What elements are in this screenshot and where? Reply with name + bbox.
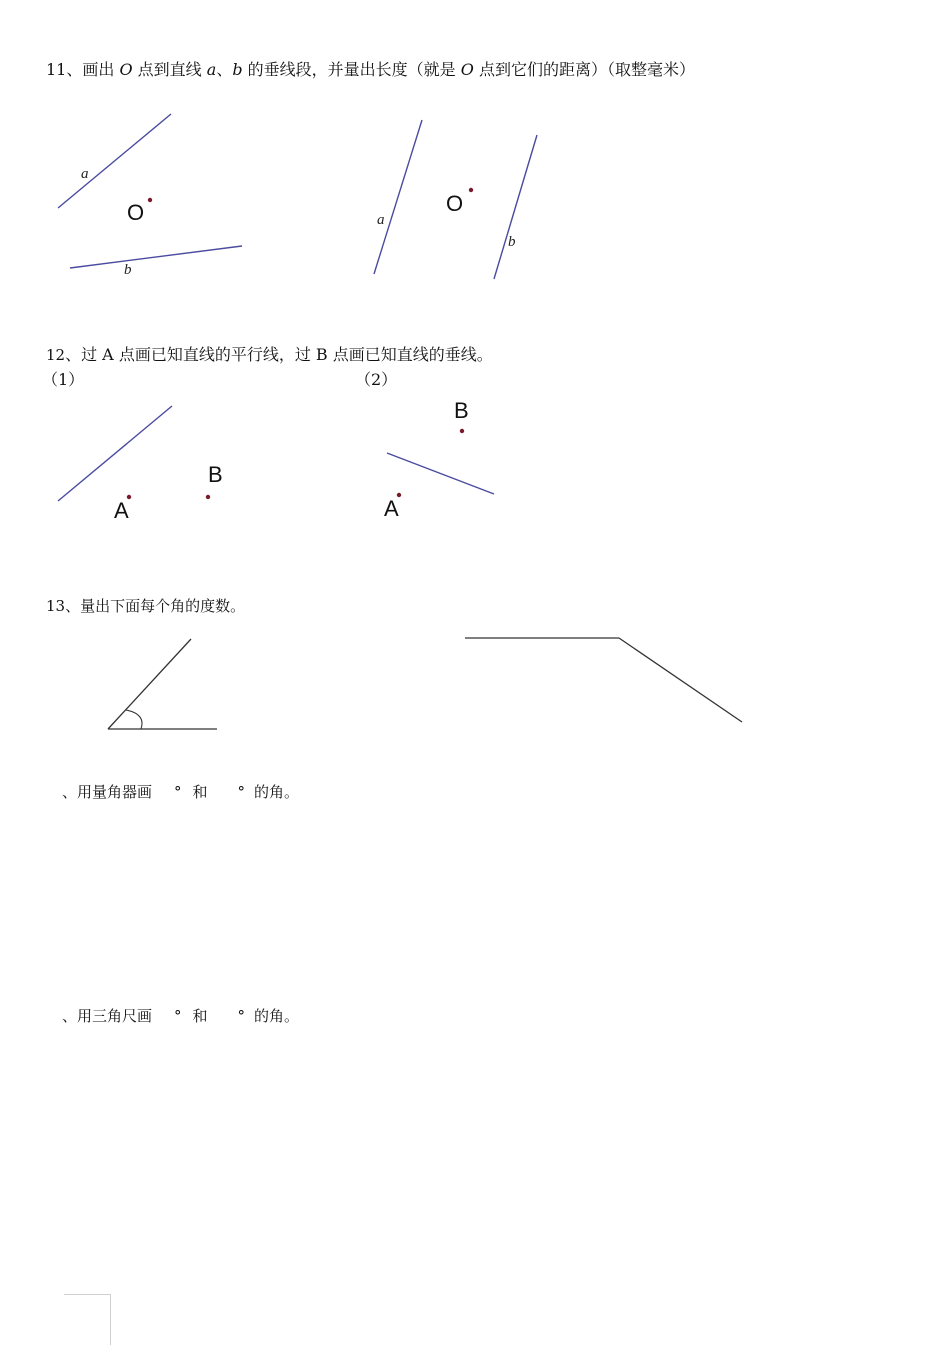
question-14-text: 、用量角器画 ° 和 ° 的角。	[62, 783, 300, 801]
q13-angle-2	[465, 638, 742, 722]
angle-side	[108, 639, 191, 729]
point-b	[206, 495, 210, 499]
point-o-label: O	[446, 191, 464, 216]
angle-arc	[126, 710, 142, 729]
question-12-text: 12、过 A 点画已知直线的平行线，过 B 点画已知直线的垂线。	[46, 345, 493, 364]
question-13-text: 13、量出下面每个角的度数。	[46, 597, 246, 615]
q12-figure-2	[384, 398, 494, 521]
question-15-text: 、用三角尺画 ° 和 ° 的角。	[62, 1007, 300, 1025]
point-o	[469, 188, 473, 192]
q11-figure-right	[374, 120, 537, 279]
point-a-label: A	[384, 496, 399, 521]
point-o-label: O	[127, 200, 145, 225]
question-number: 13	[46, 597, 66, 615]
question-12-part-1-label: （1）	[42, 370, 85, 389]
q13-angle-1	[108, 639, 217, 729]
question-11-text: 11、画出 O 点到直线 a、b 的垂线段，并量出长度（就是 O 点到它们的距离）（取整毫米）	[46, 60, 696, 79]
q12-figure-1	[58, 406, 223, 523]
question-12-part-2-label: （2）	[355, 370, 398, 389]
line-a-label: a	[377, 212, 385, 228]
line-a	[374, 120, 422, 274]
point-o	[148, 198, 152, 202]
line-a	[58, 114, 171, 208]
line-b-label: b	[124, 262, 132, 278]
point-b	[460, 429, 464, 433]
page-corner-mark	[64, 1294, 111, 1345]
question-number: 12	[46, 346, 66, 364]
point-b-label: B	[454, 398, 469, 423]
point-a-label: A	[114, 498, 129, 523]
angle-side	[619, 638, 742, 722]
line-b	[494, 135, 537, 279]
given-line	[58, 406, 172, 501]
line-b-label: b	[508, 234, 516, 250]
question-number: 11	[46, 60, 67, 79]
q11-figure-left	[58, 114, 242, 278]
line-a-label: a	[81, 166, 89, 182]
given-line	[387, 453, 494, 494]
line-b	[70, 246, 242, 268]
point-b-label: B	[208, 462, 223, 487]
